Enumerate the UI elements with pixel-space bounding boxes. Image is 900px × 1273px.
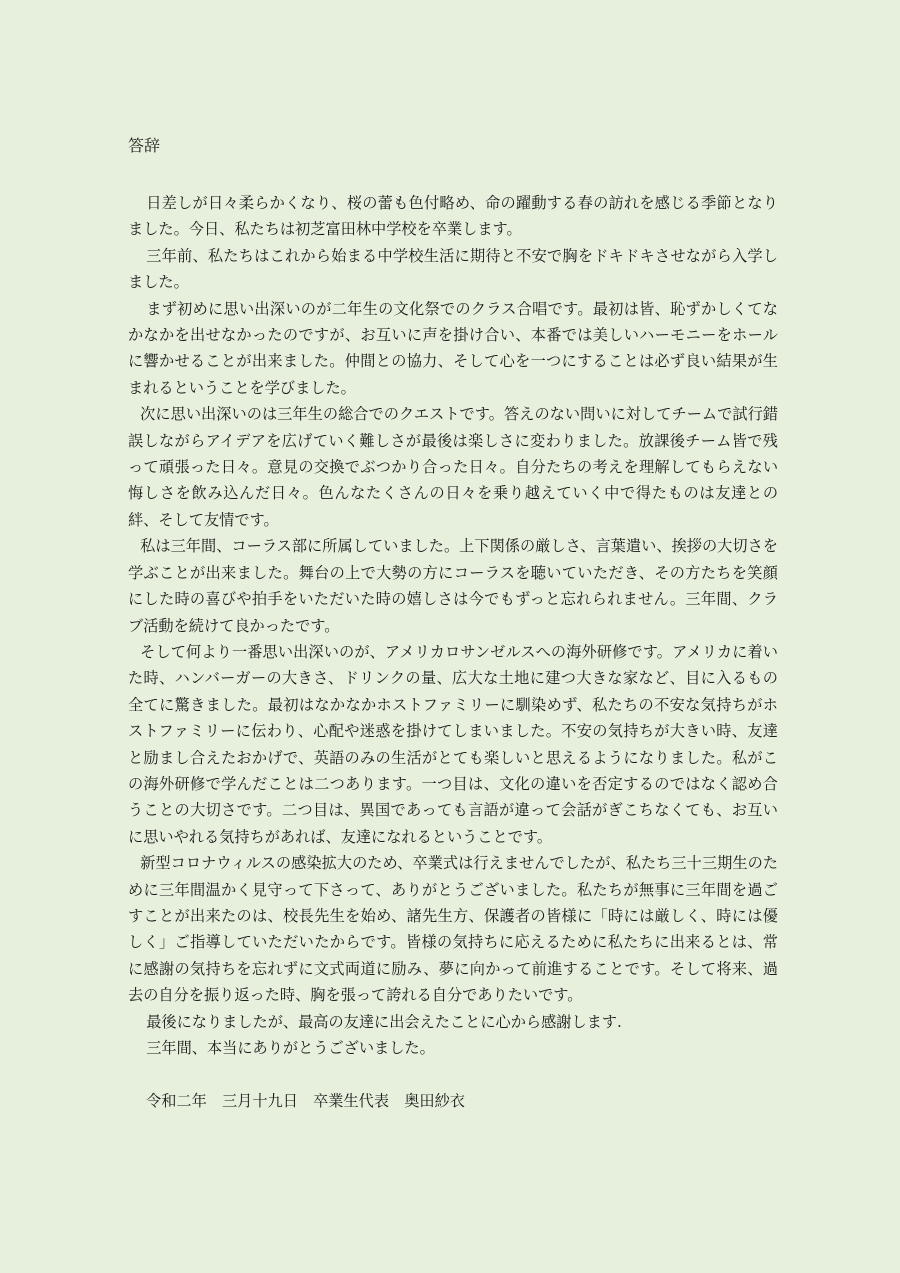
paragraph-gratitude: 新型コロナウィルスの感染拡大のため、卒業式は行えませんでしたが、私たち三十三期生のために三年間温かく見守って下さって、ありがとうございました。私たちが無事に三年間を過ごすことが出来たのは、校長先生を始め、諸先生方、保護者の皆様に「時には厳しく、時には優しく」ご指導していただいたからです。皆様の気持ちに応えるために私たちに出来るとは、常に感謝の気持ちを忘れずに文式両道に励み、夢に向かって前進することです。そして将来、過去の自分を振り返った時、胸を張って誇れる自分でありたいです。: [128, 854, 778, 1005]
signature-line: 令和二年 三月十九日 卒業生代表 奥田紗衣: [146, 1092, 465, 1111]
paragraph-closing: 三年間、本当にありがとうございました。: [146, 1039, 435, 1057]
paragraph-chorus: まず初めに思い出深いのが二年生の文化祭でのクラス合唱です。最初は皆、恥ずかしくてなかなかを出せなかったのですが、お互いに声を掛け合い、本番では美しいハーモニーをホールに響かせることが出来ました。仲間との協力、そして心を一つにすることは必ず良い結果が生まれるということを学びました。: [128, 299, 778, 397]
paragraph-friends-thanks: 最後になりましたが、最高の友達に出会えたことに心から感謝します.: [146, 1012, 622, 1031]
document-title: 答辞: [128, 136, 161, 155]
paragraph-opening: 日差しが日々柔らかくなり、桜の蕾も色付略め、命の躍動する春の訪れを感じる季節となりました。今日、私たちは初芝富田林中学校を卒業します。: [128, 194, 778, 239]
paragraph-quest: 次に思い出深いのは三年生の総合でのクエストです。答えのない問いに対してチームで試行錯誤しながらアイデアを広げていく難しさが最後は楽しさに変わりました。放課後チーム皆で残って頑張った日々。意見の交換でぶつかり合った日々。自分たちの考えを理解してもらえない悔しさを飲み込んだ日々。色んなたくさんの日々を乗り越えていく中で得たものは友達との絆、そして友情です。: [128, 405, 778, 529]
paragraph-overseas-training: そして何より一番思い出深いのが、アメリカロサンゼルスへの海外研修です。アメリカに着いた時、ハンバーガーの大きさ、ドリンクの量、広大な土地に建つ大きな家など、目に入るもの全てに驚きました。最初はなかなかホストファミリーに馴染めず、私たちの不安な気持ちがホストファミリーに伝わり、心配や迷惑を掛けてしまいました。不安の気持ちが大きい時、友達と励まし合えたおかげで、英語のみの生活がとても楽しいと思えるようになりました。私がこの海外研修で学んだことは二つあります。一つ目は、文化の違いを否定するのではなく認め合うことの大切さです。二つ目は、異国であっても言語が違って会話がぎこちなくても、お互いに思いやれる気持ちがあれば、友達になれるということです。: [128, 642, 778, 846]
paragraph-entrance: 三年前、私たちはこれから始まる中学校生活に期待と不安で胸をドキドキさせながら入学しました。: [128, 246, 778, 292]
paragraph-club: 私は三年間、コーラス部に所属していました。上下関係の厳しさ、言葉遣い、挨拶の大切さを学ぶことが出来ました。舞台の上で大勢の方にコーラスを聴いていただき、その方たちを笑顔にした時の喜びや拍手をいただいた時の嬉しさは今でもずっと忘れられません。三年間、クラブ活動を続けて良かったです。: [128, 537, 778, 635]
document-body: [128, 132, 778, 1115]
